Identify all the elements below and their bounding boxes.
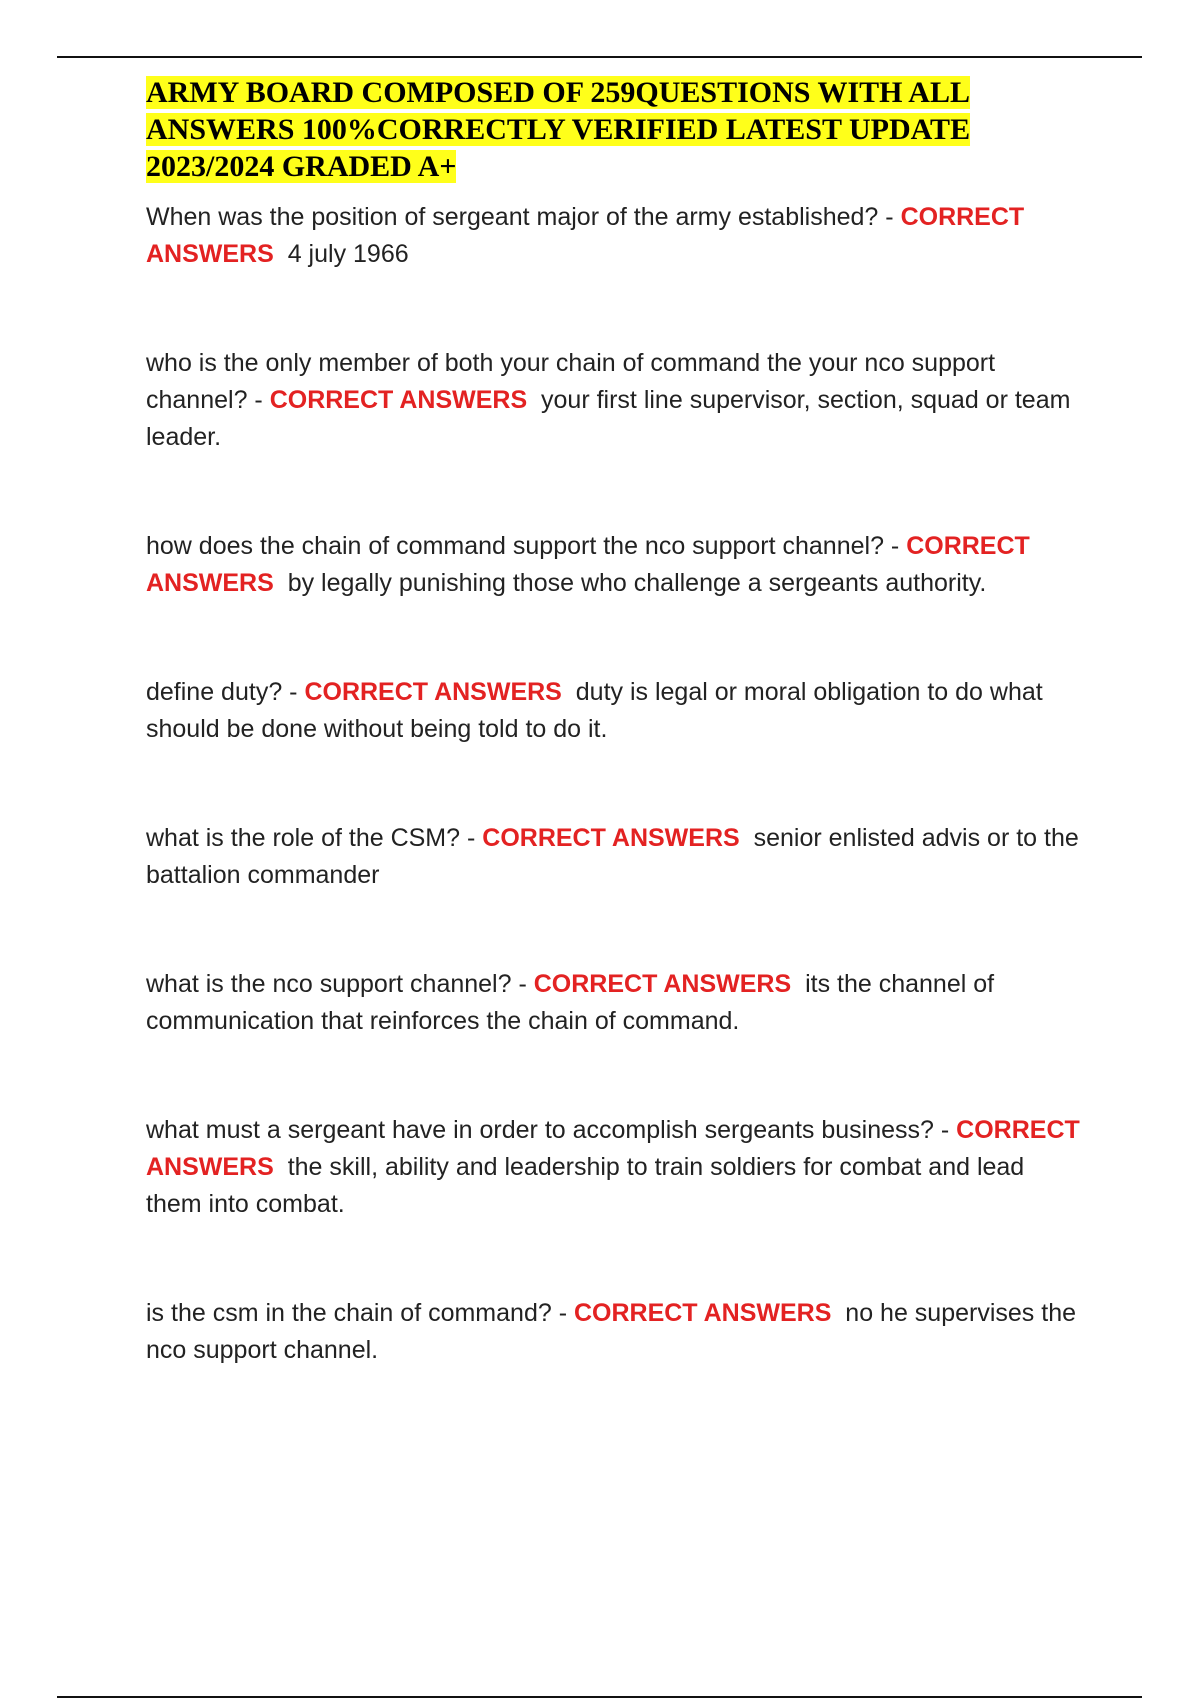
- question-text: is the csm in the chain of command?: [146, 1299, 552, 1327]
- qa-item: [146, 199, 1086, 273]
- separator: -: [460, 824, 483, 852]
- answer-text: its the channel of communication that reinforces the chain of command.: [146, 970, 995, 1035]
- answer-text: by legally punishing those who challenge a sergeants authority.: [287, 569, 987, 597]
- correct-answers-label: CORRECT ANSWERS: [146, 203, 1025, 268]
- question-text: what is the role of the CSM?: [146, 824, 461, 852]
- answer-text: senior enlisted advis or to the battalion commander: [146, 824, 1079, 889]
- correct-answers-label: CORRECT ANSWERS: [146, 1116, 1080, 1181]
- question-text: define duty?: [146, 678, 283, 706]
- correct-answers-label: CORRECT ANSWERS: [533, 970, 792, 998]
- qa-list: [146, 199, 1086, 1369]
- document-body: [146, 74, 1086, 1441]
- question-text: what must a sergeant have in order to accomplish sergeants business?: [146, 1116, 934, 1144]
- correct-answers-label: CORRECT ANSWERS: [269, 386, 528, 414]
- qa-item: [146, 345, 1086, 456]
- qa-item: [146, 1112, 1086, 1223]
- qa-item: [146, 1295, 1086, 1369]
- answer-text: the skill, ability and leadership to train soldiers for combat and lead them into combat.: [146, 1153, 1025, 1218]
- separator: -: [933, 1116, 957, 1144]
- separator: -: [551, 1299, 574, 1327]
- answer-text: 4 july 1966: [287, 240, 409, 268]
- title-highlight: ARMY BOARD COMPOSED OF 259QUESTIONS WITH ALL ANSWERS 100%CORRECTLY VERIFIED LATEST UPDATE 2023/2024 GRADED A+: [146, 76, 971, 183]
- separator: -: [883, 532, 907, 560]
- answer-text: no he supervises the nco support channel.: [146, 1299, 1076, 1364]
- qa-item: [146, 528, 1086, 602]
- qa-item: [146, 966, 1086, 1040]
- question-text: how does the chain of command support the nco support channel?: [146, 532, 884, 560]
- top-rule: [57, 56, 1142, 58]
- qa-item: [146, 820, 1086, 894]
- answer-text: duty is legal or moral obligation to do what should be done without being told to do it.: [146, 678, 1043, 743]
- question-text: When was the position of sergeant major of the army established?: [146, 203, 879, 231]
- correct-answers-label: CORRECT ANSWERS: [573, 1299, 832, 1327]
- separator: -: [878, 203, 901, 231]
- separator: -: [511, 970, 534, 998]
- correct-answers-label: CORRECT ANSWERS: [482, 824, 740, 852]
- answer-text: your first line supervisor, section, squad or team leader.: [146, 386, 1071, 451]
- question-text: what is the nco support channel?: [146, 970, 512, 998]
- qa-item: [146, 674, 1086, 748]
- correct-answers-label: CORRECT ANSWERS: [146, 532, 1030, 597]
- correct-answers-label: CORRECT ANSWERS: [304, 678, 562, 706]
- document-title: [146, 74, 1086, 185]
- separator: -: [247, 386, 270, 414]
- bottom-rule: [57, 1696, 1142, 1698]
- separator: -: [282, 678, 305, 706]
- question-text: who is the only member of both your chain of command the your nco support channel?: [146, 349, 996, 414]
